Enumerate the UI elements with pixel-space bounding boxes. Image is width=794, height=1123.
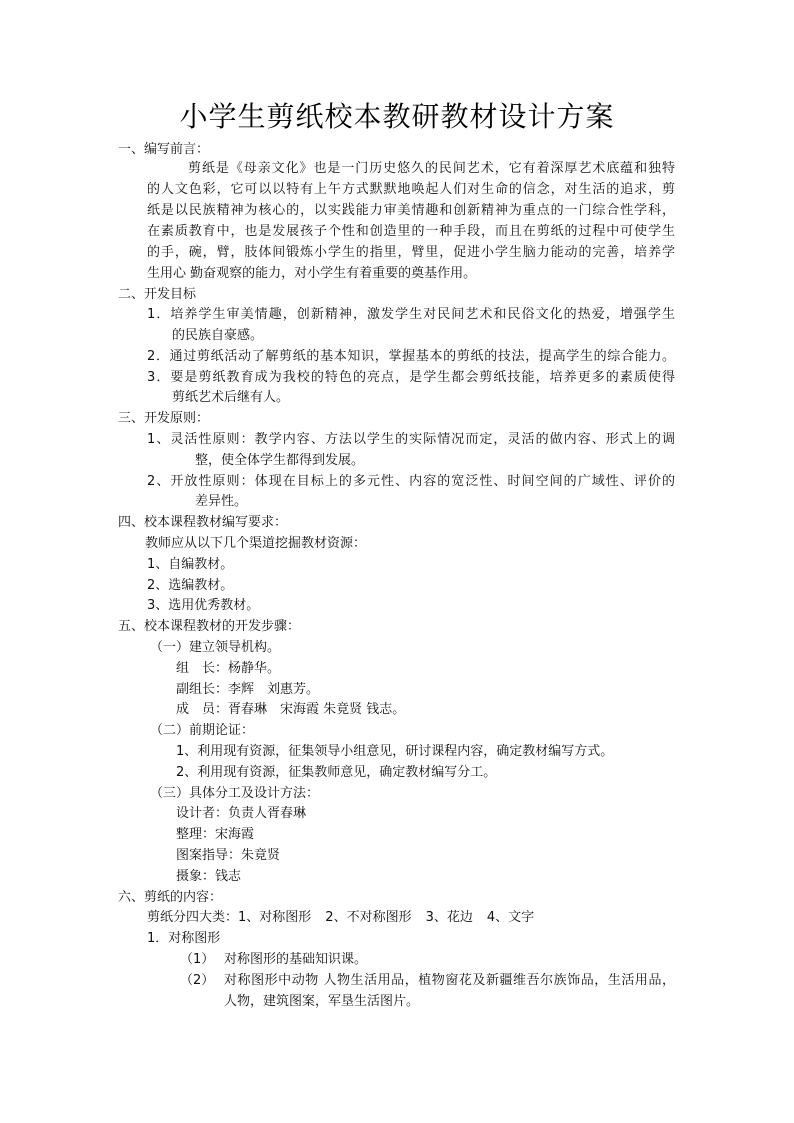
deputy-leader-line: 副组长：李辉 刘惠芳。 — [176, 682, 320, 697]
content-item-1-text: 对称图形的基础知识课。 — [224, 952, 368, 967]
step-1-heading: （一）建立领导机构。 — [150, 640, 281, 655]
goal-item-1: 1．培养学生审美情趣，创新精神，激发学生对民间艺术和民俗文化的热爱，增强学生 — [147, 307, 675, 322]
step-2-item-1: 1、利用现有资源，征集领导小组意见，研讨课程内容，确定教材编写方式。 — [176, 744, 614, 759]
preface-line-5: 的手，碗，臂，肢体间锻炼小学生的指里，臂里，促进小学生脑力能动的完善，培养学 — [147, 245, 675, 260]
preface-line-2: 的人文色彩，它可以以特有上午方式默默地唤起人们对生命的信念，对生活的追求，剪 — [147, 182, 675, 197]
section-heading-goals: 二、开发目标 — [118, 287, 197, 302]
principle-item-1: 1、灵活性原则：教学内容、方法以学生的实际情况而定，灵活的做内容、形式上的调 — [147, 432, 675, 447]
principle-item-1-cont: 整，使全体学生都得到发展。 — [195, 453, 365, 468]
category-border: 3、花边 — [425, 910, 473, 925]
preface-line-1: 剪纸是《母亲文化》也是一门历史悠久的民间艺术，它有着深厚艺术底蕴和独特 — [188, 161, 675, 176]
categories-prefix: 剪纸分四大类： — [147, 910, 239, 925]
goal-item-3: 3．要是剪纸教育成为我校的特色的亮点，是学生都会剪纸技能，培养更多的素质使得 — [147, 370, 675, 385]
content-item-1-number: （1） — [180, 952, 215, 967]
section-heading-requirements: 四、校本课程教材编写要求： — [118, 515, 288, 530]
photography-line: 摄象：钱志 — [176, 869, 242, 884]
preface-line-4: 在素质教育中，也是发展孩子个性和创造里的一种手段，而且在剪纸的过程中可使学生 — [147, 224, 675, 239]
designer-line: 设计者：负责人胥春琳 — [176, 806, 307, 821]
categories-line — [147, 908, 534, 928]
section-heading-steps: 五、校本课程教材的开发步骤： — [118, 619, 301, 634]
category-text: 4、文字 — [486, 910, 535, 925]
requirement-item-3: 3、选用优秀教材。 — [147, 598, 260, 613]
principle-item-2: 2、开放性原则：体现在目标上的多元性、内容的宽泛性、时间空间的广域性、评价的 — [147, 474, 675, 489]
members-line: 成 员：胥春琳 宋海霞 朱竟贤 钱志。 — [176, 702, 406, 717]
document-title: 小学生剪纸校本教研教材设计方案 — [179, 100, 615, 133]
requirement-item-2: 2、选编教材。 — [147, 578, 234, 593]
pattern-guide-line: 图案指导：朱竟贤 — [176, 848, 281, 863]
goal-item-3-cont: 剪纸艺术后继有人。 — [172, 390, 290, 405]
content-sub-1: 1．对称图形 — [147, 931, 221, 946]
step-2-item-2: 2、利用现有资源，征集教师意见，确定教材编写分工。 — [176, 765, 497, 780]
content-item-2-cont: 人物，建筑图案，军垦生活图片。 — [224, 994, 420, 1009]
content-item-2-text: 对称图形中动物 人物生活用品，植物窗花及新疆维吾尔族饰品，生活用品， — [224, 973, 675, 988]
goal-item-2: 2．通过剪纸活动了解剪纸的基本知识，掌握基本的剪纸的技法，提高学生的综合能力。 — [147, 349, 675, 364]
preface-line-3: 纸是以民族精神为核心的，以实践能力审美情趣和创新精神为重点的一门综合性学科， — [147, 203, 675, 218]
step-3-heading: （三）具体分工及设计方法： — [150, 786, 320, 801]
editor-line: 整理：宋海霞 — [176, 827, 255, 842]
preface-line-6: 生用心 勤奋观察的能力，对小学生有着重要的奠基作用。 — [147, 266, 477, 281]
goal-item-1-cont: 的民族自豪感。 — [172, 328, 264, 343]
principle-item-2-cont: 差异性。 — [195, 494, 248, 509]
section-heading-preface: 一、编写前言： — [118, 142, 210, 157]
section-heading-principles: 三、开发原则： — [118, 411, 210, 426]
category-asymmetric: 2、不对称图形 — [325, 910, 412, 925]
category-symmetric: 1、对称图形 — [238, 910, 312, 925]
content-item-2-number: （2） — [180, 973, 215, 988]
requirement-item-1: 1、自编教材。 — [147, 557, 234, 572]
requirements-intro: 教师应从以下几个渠道挖掘教材资源： — [145, 536, 367, 551]
leader-line: 组 长：杨静华。 — [176, 661, 281, 676]
section-heading-content: 六、剪纸的内容： — [118, 890, 223, 905]
step-2-heading: （二）前期论证： — [150, 723, 255, 738]
